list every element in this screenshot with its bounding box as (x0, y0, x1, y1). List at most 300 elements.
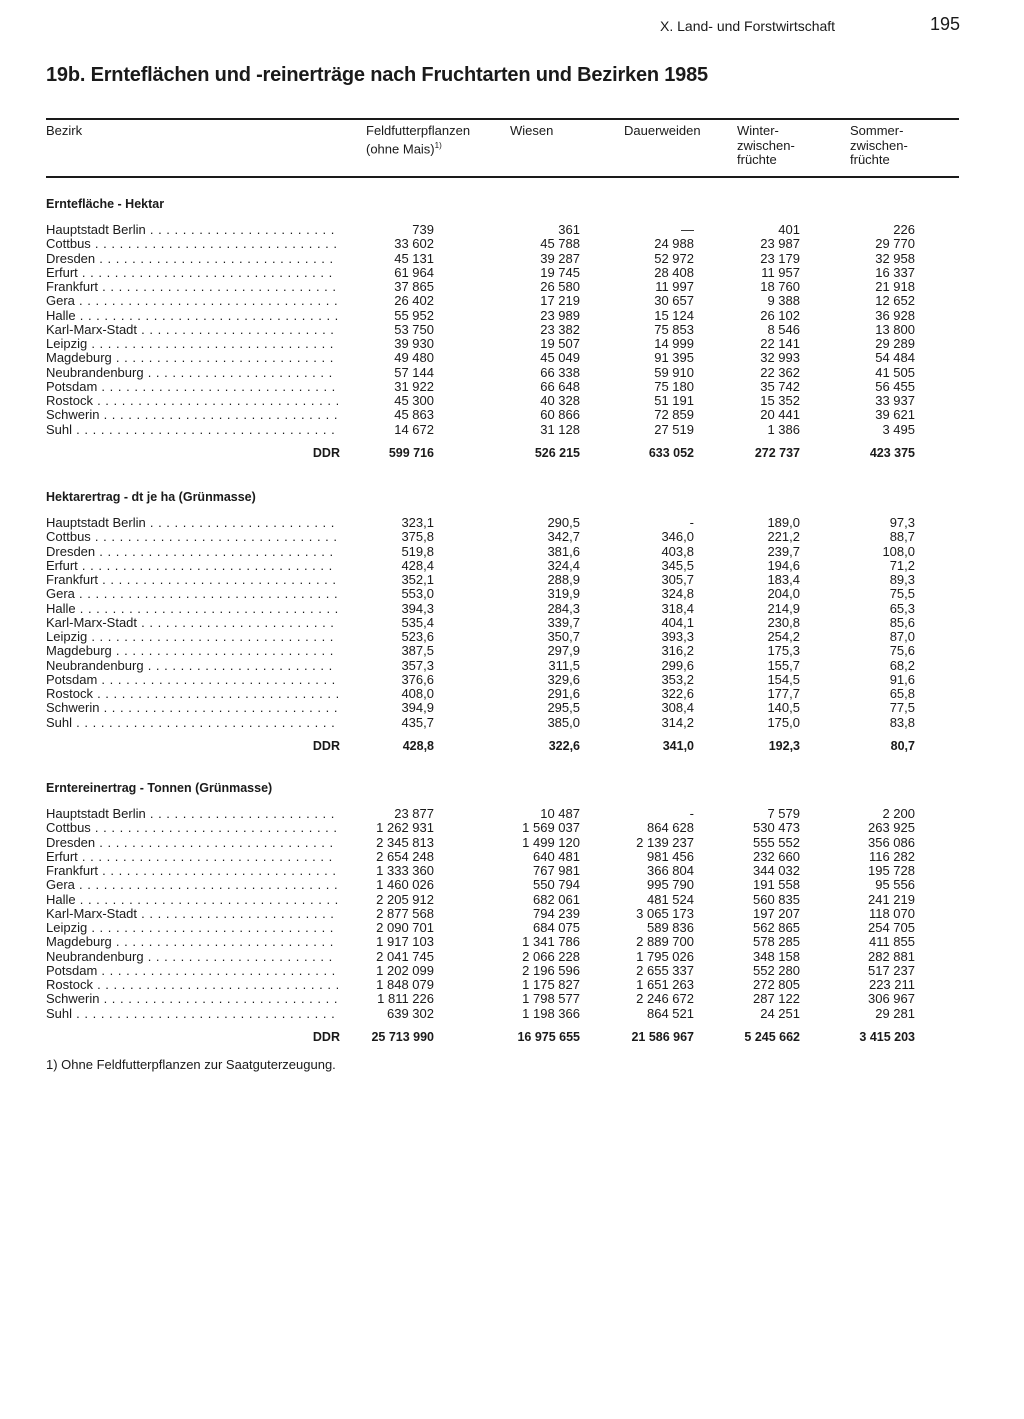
total-wiesen: 526 215 (534, 445, 580, 460)
cell-wiesen: 23 989 (540, 307, 580, 323)
section-title: Hektarertrag - dt je ha (Grünmasse) (46, 490, 256, 504)
cell-winter: 24 251 (760, 1005, 800, 1021)
cell-wiesen: 10 487 (540, 806, 580, 821)
cell-wiesen: 1 341 786 (522, 934, 580, 950)
cell-feldfutter: 394,3 (401, 600, 434, 616)
cell-feldfutter: 323,1 (401, 515, 434, 530)
cell-wiesen: 297,9 (547, 643, 580, 659)
cell-sommer: 56 455 (875, 378, 915, 394)
table-row (46, 309, 959, 323)
total-dauerweiden: 21 586 967 (631, 1029, 694, 1044)
table-row (46, 821, 959, 835)
total-feldfutter: 599 716 (388, 445, 434, 460)
cell-dauerweiden: 11 997 (655, 279, 694, 294)
cell-winter: 552 280 (753, 962, 800, 978)
table-rows (46, 807, 959, 1021)
cell-feldfutter: 53 750 (394, 321, 434, 337)
cell-winter: 20 441 (760, 407, 800, 423)
cell-wiesen: 295,5 (547, 700, 580, 716)
cell-dauerweiden: — (681, 222, 694, 237)
total-sommer: 80,7 (890, 738, 915, 753)
cell-dauerweiden: 589 836 (647, 920, 694, 935)
bezirk-name: Leipzig . . . (46, 921, 338, 935)
total-sommer: 3 415 203 (859, 1029, 915, 1044)
cell-dauerweiden: 403,8 (661, 543, 694, 559)
cell-wiesen: 342,7 (547, 529, 580, 545)
cell-winter: 35 742 (760, 378, 800, 394)
cell-dauerweiden: 299,6 (661, 657, 694, 673)
bezirk-name: Neubrandenburg . . . (46, 950, 338, 964)
cell-winter: 344 032 (753, 863, 800, 878)
cell-winter: 272 805 (753, 977, 800, 992)
table-row (46, 516, 959, 530)
cell-feldfutter: 45 863 (394, 407, 434, 423)
cell-feldfutter: 1 811 226 (377, 991, 434, 1007)
cell-feldfutter: 57 144 (394, 364, 434, 380)
cell-feldfutter: 408,0 (401, 686, 434, 701)
table-row (46, 280, 959, 294)
cell-winter: 26 102 (760, 307, 800, 323)
table-rows (46, 223, 959, 437)
cell-sommer: 282 881 (868, 948, 915, 964)
cell-wiesen: 361 (558, 222, 580, 237)
cell-dauerweiden: 15 124 (654, 307, 694, 323)
cell-sommer: 33 937 (875, 393, 915, 408)
cell-sommer: 517 237 (868, 962, 915, 978)
cell-sommer: 91,6 (889, 671, 915, 687)
cell-dauerweiden: 308,4 (661, 700, 694, 716)
cell-winter: 578 285 (753, 934, 800, 950)
bezirk-name: Schwerin . . . (46, 992, 338, 1006)
cell-winter: 254,2 (767, 629, 800, 644)
bezirk-name: Erfurt . . . (46, 850, 338, 864)
table-row (46, 950, 959, 964)
total-dauerweiden: 341,0 (662, 738, 694, 753)
cell-sommer: 118 070 (868, 905, 915, 921)
table-row (46, 587, 959, 601)
cell-winter: 214,9 (767, 600, 800, 616)
cell-dauerweiden: 75 853 (654, 321, 694, 337)
cell-winter: 560 835 (753, 891, 800, 907)
cell-winter: 230,8 (767, 614, 800, 630)
total-label: DDR (312, 738, 340, 753)
table-row (46, 659, 959, 673)
cell-sommer: 36 928 (875, 307, 915, 323)
table-row (46, 337, 959, 351)
cell-dauerweiden: 346,0 (661, 529, 694, 545)
cell-wiesen: 1 499 120 (522, 834, 580, 850)
cell-feldfutter: 31 922 (394, 378, 434, 394)
cell-winter: 287 122 (753, 991, 800, 1007)
cell-feldfutter: 535,4 (401, 614, 434, 630)
bezirk-name: Cottbus . . . (46, 237, 338, 251)
table-row (46, 223, 959, 237)
cell-wiesen: 684 075 (533, 920, 580, 935)
cell-wiesen: 329,6 (547, 671, 580, 687)
cell-wiesen: 1 198 366 (522, 1005, 580, 1021)
bezirk-name: Magdeburg . . . (46, 351, 338, 365)
cell-sommer: 263 925 (868, 820, 915, 836)
cell-dauerweiden: 481 524 (647, 891, 694, 907)
table-row (46, 893, 959, 907)
cell-wiesen: 767 981 (533, 863, 580, 878)
cell-winter: 22 141 (760, 336, 800, 351)
bezirk-name: Rostock . . . (46, 394, 338, 408)
cell-sommer: 68,2 (889, 657, 915, 673)
bezirk-name: Karl-Marx-Stadt . . . (46, 616, 338, 630)
cell-winter: 9 388 (767, 293, 800, 309)
cell-dauerweiden: 2 246 672 (636, 991, 694, 1007)
cell-dauerweiden: 27 519 (654, 421, 694, 437)
bezirk-name: Suhl . . . (46, 423, 338, 437)
total-label: DDR (312, 1029, 340, 1044)
cell-wiesen: 45 049 (540, 350, 580, 366)
cell-dauerweiden: 995 790 (647, 877, 694, 893)
section-erntereinertrag (46, 781, 959, 1045)
bezirk-name: Suhl . . . (46, 716, 338, 730)
cell-sommer: 195 728 (868, 863, 915, 878)
table-row (46, 907, 959, 921)
bezirk-name: Potsdam . . . (46, 673, 338, 687)
bezirk-name: Gera . . . (46, 294, 338, 308)
cell-wiesen: 19 507 (540, 336, 580, 351)
table-row (46, 351, 959, 365)
bezirk-name: Hauptstadt Berlin . . . (46, 516, 338, 530)
table-row (46, 266, 959, 280)
cell-feldfutter: 1 202 099 (376, 962, 434, 978)
cell-dauerweiden: 1 795 026 (636, 948, 694, 964)
table-row (46, 921, 959, 935)
cell-sommer: 108,0 (882, 543, 915, 559)
cell-sommer: 254 705 (868, 920, 915, 935)
cell-dauerweiden: 2 655 337 (636, 962, 694, 978)
bezirk-name: Leipzig . . . (46, 630, 338, 644)
cell-feldfutter: 2 205 912 (376, 891, 434, 907)
cell-dauerweiden: 324,8 (661, 586, 694, 602)
column-header-wiesen: Wiesen (510, 123, 554, 138)
column-header-feldfutter (366, 124, 470, 156)
running-head: X. Land- und Forstwirtschaft (660, 18, 836, 34)
cell-sommer: 54 484 (875, 350, 915, 366)
bezirk-name: Leipzig . . . (46, 337, 338, 351)
cell-feldfutter: 23 877 (394, 806, 434, 821)
cell-feldfutter: 357,3 (401, 657, 434, 673)
cell-sommer: 88,7 (889, 529, 915, 545)
cell-wiesen: 550 794 (533, 877, 580, 893)
bezirk-name: Erfurt . . . (46, 559, 338, 573)
cell-feldfutter: 375,8 (401, 529, 434, 545)
cell-sommer: 75,5 (889, 586, 915, 602)
cell-winter: 197 207 (753, 905, 800, 921)
cell-feldfutter: 2 877 568 (376, 905, 434, 921)
cell-feldfutter: 1 917 103 (376, 934, 434, 950)
cell-winter: 194,6 (767, 557, 800, 573)
bezirk-name: Dresden . . . (46, 545, 338, 559)
cell-feldfutter: 376,6 (401, 671, 434, 687)
cell-wiesen: 1 798 577 (522, 991, 580, 1007)
table-row (46, 644, 959, 658)
cell-wiesen: 39 287 (540, 250, 580, 266)
cell-feldfutter: 1 460 026 (376, 877, 434, 893)
cell-dauerweiden: 91 395 (654, 350, 694, 366)
cell-sommer: 75,6 (889, 643, 915, 659)
bezirk-name: Neubrandenburg . . . (46, 366, 338, 380)
column-header-dauerweiden: Dauerweiden (624, 123, 701, 138)
cell-sommer: 411 855 (868, 934, 915, 950)
cell-sommer: 306 967 (868, 991, 915, 1007)
table-row (46, 701, 959, 715)
section-hektarertrag (46, 490, 959, 754)
cell-wiesen: 40 328 (540, 393, 580, 408)
cell-feldfutter: 33 602 (394, 236, 434, 252)
column-header-sommer: Sommer- zwischen- früchte (850, 123, 908, 167)
cell-winter: 175,3 (767, 643, 800, 659)
cell-winter: 15 352 (760, 393, 800, 408)
cell-sommer: 16 337 (875, 264, 915, 280)
cell-dauerweiden: 24 988 (654, 236, 694, 252)
cell-feldfutter: 2 041 745 (376, 948, 434, 964)
cell-winter: 18 760 (760, 279, 800, 294)
cell-feldfutter: 1 333 360 (376, 863, 434, 878)
cell-feldfutter: 352,1 (401, 572, 434, 587)
table-row (46, 878, 959, 892)
section-title: Erntereinertrag - Tonnen (Grünmasse) (46, 781, 273, 795)
cell-winter: 22 362 (760, 364, 800, 380)
cell-wiesen: 66 338 (540, 364, 580, 380)
table-row (46, 978, 959, 992)
cell-feldfutter: 519,8 (401, 543, 434, 559)
cell-feldfutter: 45 131 (394, 250, 434, 266)
cell-wiesen: 385,0 (547, 714, 580, 730)
column-header-feldfutter-label: Feldfutterpflanzen (ohne Mais) (366, 123, 471, 156)
total-label: DDR (312, 445, 340, 460)
table-row (46, 237, 959, 251)
cell-sommer: 65,3 (889, 600, 915, 616)
cell-dauerweiden: 59 910 (654, 364, 694, 380)
page-number: 195 (930, 14, 961, 34)
cell-winter: 140,5 (767, 700, 800, 716)
bezirk-name: Gera . . . (46, 878, 338, 892)
cell-sommer: 29 770 (875, 236, 915, 252)
bezirk-name: Potsdam . . . (46, 380, 338, 394)
bezirk-name: Neubrandenburg . . . (46, 659, 338, 673)
cell-winter: 189,0 (767, 515, 800, 530)
cell-dauerweiden: 864 521 (647, 1005, 694, 1021)
cell-sommer: 21 918 (875, 279, 915, 294)
cell-sommer: 77,5 (889, 700, 915, 716)
cell-sommer: 87,0 (889, 629, 915, 644)
bezirk-name: Dresden . . . (46, 252, 338, 266)
footnote-marker: 1) (434, 140, 442, 150)
cell-dauerweiden: 981 456 (647, 848, 694, 864)
header-top-rule (46, 118, 959, 120)
cell-sommer: 65,8 (889, 686, 915, 701)
cell-feldfutter: 553,0 (401, 586, 434, 602)
cell-dauerweiden: 305,7 (661, 572, 694, 587)
total-wiesen: 16 975 655 (517, 1029, 580, 1044)
bezirk-name: Magdeburg . . . (46, 935, 338, 949)
cell-feldfutter: 1 848 079 (376, 977, 434, 992)
cell-dauerweiden: 345,5 (661, 557, 694, 573)
cell-wiesen: 17 219 (540, 293, 580, 309)
cell-sommer: 83,8 (889, 714, 915, 730)
table-row (46, 687, 959, 701)
cell-winter: 175,0 (767, 714, 800, 730)
cell-dauerweiden: 316,2 (661, 643, 694, 659)
table-row (46, 366, 959, 380)
table-row (46, 992, 959, 1006)
total-wiesen: 322,6 (548, 738, 580, 753)
total-row (46, 1029, 959, 1045)
cell-winter: 177,7 (767, 686, 800, 701)
cell-sommer: 13 800 (875, 321, 915, 337)
cell-dauerweiden: 2 889 700 (636, 934, 694, 950)
cell-feldfutter: 2 090 701 (376, 920, 434, 935)
footnote: 1) Ohne Feldfutterpflanzen zur Saatguterzeugung. (46, 1057, 336, 1072)
table-row (46, 807, 959, 821)
cell-winter: 154,5 (767, 671, 800, 687)
table-row (46, 323, 959, 337)
cell-dauerweiden: 353,2 (661, 671, 694, 687)
cell-dauerweiden: - (689, 806, 694, 821)
cell-dauerweiden: 322,6 (661, 686, 694, 701)
bezirk-name: Cottbus . . . (46, 821, 338, 835)
table-row (46, 545, 959, 559)
cell-sommer: 41 505 (875, 364, 915, 380)
table-row (46, 559, 959, 573)
cell-winter: 155,7 (767, 657, 800, 673)
cell-feldfutter: 45 300 (394, 393, 434, 408)
cell-winter: 23 987 (760, 236, 800, 252)
total-feldfutter: 25 713 990 (371, 1029, 434, 1044)
bezirk-name: Frankfurt . . . (46, 864, 338, 878)
cell-sommer: 2 200 (882, 806, 915, 821)
bezirk-name: Cottbus . . . (46, 530, 338, 544)
cell-winter: 11 957 (761, 264, 800, 280)
table-row (46, 408, 959, 422)
table-row (46, 1007, 959, 1021)
table-row (46, 252, 959, 266)
cell-feldfutter: 2 654 248 (376, 848, 434, 864)
table-row (46, 864, 959, 878)
cell-feldfutter: 387,5 (401, 643, 434, 659)
cell-wiesen: 23 382 (540, 321, 580, 337)
bezirk-name: Frankfurt . . . (46, 280, 338, 294)
total-row (46, 445, 959, 461)
cell-sommer: 97,3 (889, 515, 915, 530)
cell-winter: 204,0 (767, 586, 800, 602)
cell-feldfutter: 2 345 813 (376, 834, 434, 850)
section-erntefläche (46, 197, 959, 461)
cell-sommer: 89,3 (889, 572, 915, 587)
table-row (46, 602, 959, 616)
cell-wiesen: 794 239 (533, 905, 580, 921)
table-row (46, 394, 959, 408)
total-row (46, 738, 959, 754)
cell-wiesen: 290,5 (547, 515, 580, 530)
cell-dauerweiden: 14 999 (654, 336, 694, 351)
bezirk-name: Suhl . . . (46, 1007, 338, 1021)
cell-wiesen: 381,6 (547, 543, 580, 559)
cell-wiesen: 682 061 (533, 891, 580, 907)
cell-dauerweiden: 52 972 (654, 250, 694, 266)
cell-feldfutter: 14 672 (394, 421, 434, 437)
cell-winter: 348 158 (753, 948, 800, 964)
cell-dauerweiden: 366 804 (647, 863, 694, 878)
cell-sommer: 12 652 (875, 293, 915, 309)
bezirk-name: Gera . . . (46, 587, 338, 601)
table-row (46, 935, 959, 949)
cell-dauerweiden: 30 657 (654, 293, 694, 309)
cell-sommer: 85,6 (889, 614, 915, 630)
cell-sommer: 71,2 (889, 557, 915, 573)
cell-wiesen: 324,4 (547, 557, 580, 573)
cell-feldfutter: 639 302 (387, 1005, 434, 1021)
cell-winter: 7 579 (767, 806, 800, 821)
bezirk-name: Halle . . . (46, 893, 338, 907)
cell-sommer: 226 (893, 222, 915, 237)
bezirk-name: Frankfurt . . . (46, 573, 338, 587)
cell-feldfutter: 394,9 (401, 700, 434, 716)
bezirk-name: Hauptstadt Berlin . . . (46, 223, 338, 237)
cell-dauerweiden: 28 408 (654, 264, 694, 280)
bezirk-name: Rostock . . . (46, 978, 338, 992)
bezirk-name: Magdeburg . . . (46, 644, 338, 658)
bezirk-name: Karl-Marx-Stadt . . . (46, 907, 338, 921)
cell-dauerweiden: 318,4 (661, 600, 694, 616)
cell-dauerweiden: 51 191 (654, 393, 694, 408)
cell-feldfutter: 39 930 (394, 336, 434, 351)
cell-feldfutter: 26 402 (394, 293, 434, 309)
bezirk-name: Potsdam . . . (46, 964, 338, 978)
cell-wiesen: 319,9 (547, 586, 580, 602)
table-row (46, 294, 959, 308)
cell-sommer: 29 281 (875, 1005, 915, 1021)
cell-dauerweiden: 393,3 (661, 629, 694, 644)
cell-feldfutter: 1 262 931 (376, 820, 434, 836)
cell-winter: 401 (778, 222, 800, 237)
cell-feldfutter: 37 865 (394, 279, 434, 294)
cell-wiesen: 2 066 228 (522, 948, 580, 964)
cell-winter: 32 993 (760, 350, 800, 366)
table-row (46, 380, 959, 394)
cell-sommer: 3 495 (882, 421, 915, 437)
total-feldfutter: 428,8 (402, 738, 434, 753)
cell-wiesen: 640 481 (533, 848, 580, 864)
table-row (46, 836, 959, 850)
bezirk-name: Rostock . . . (46, 687, 338, 701)
bezirk-name: Hauptstadt Berlin . . . (46, 807, 338, 821)
cell-dauerweiden: 404,1 (661, 614, 694, 630)
cell-wiesen: 66 648 (540, 378, 580, 394)
cell-winter: 562 865 (753, 920, 800, 935)
table-row (46, 423, 959, 437)
cell-winter: 530 473 (753, 820, 800, 836)
cell-wiesen: 350,7 (547, 629, 580, 644)
cell-feldfutter: 428,4 (401, 557, 434, 573)
cell-winter: 221,2 (767, 529, 800, 545)
table-row (46, 850, 959, 864)
bezirk-name: Erfurt . . . (46, 266, 338, 280)
column-header-bezirk: Bezirk (46, 123, 83, 138)
total-winter: 192,3 (768, 738, 800, 753)
cell-winter: 183,4 (767, 572, 800, 587)
cell-wiesen: 26 580 (540, 279, 580, 294)
cell-wiesen: 1 569 037 (522, 820, 580, 836)
cell-wiesen: 1 175 827 (522, 977, 580, 992)
table-title: 19b. Ernteflächen und -reinerträge nach Fruchtarten und Bezirken 1985 (46, 64, 708, 86)
cell-feldfutter: 435,7 (401, 714, 434, 730)
